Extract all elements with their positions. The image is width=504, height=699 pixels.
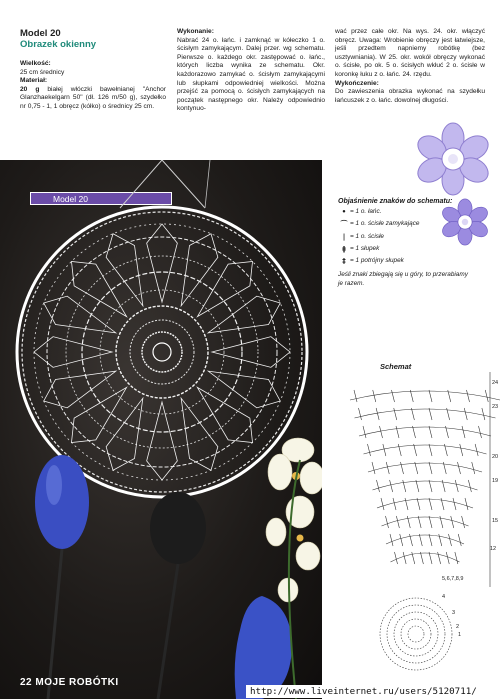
- chart-arc: [359, 427, 491, 436]
- chart-row-number: 19: [492, 478, 499, 484]
- size-label: Wielkość:: [20, 60, 51, 67]
- chart-arc: [364, 445, 487, 454]
- chart-stitch: [401, 462, 404, 474]
- chart-row-number: 12: [490, 546, 497, 552]
- execution-text-part-1: Nabrać 24 o. łańc. i zamknąć w kółeczko 1 o. ścisłym zamykającym. Dalej przer. wg schematu. Pierwsze o. każdego okr. zastępować o. łańc., których liczba wynika ze schematu. Okr. każdorazowo zamykać o. ścisłym zamykającymi lub słupkami odpowiedniej wielkości. Można przejść za pomocą o. ścisłych zamykających na początek następnego okr. Należy odpowiednio kontynuo-: [177, 36, 325, 113]
- chart-stitch: [429, 534, 432, 546]
- single-crochet-icon: |: [342, 232, 346, 241]
- model-title: Model 20: [20, 28, 61, 39]
- material-amount: 20 g: [20, 85, 40, 93]
- chart-row-number: 20: [492, 454, 499, 460]
- legend-text: = 1 słupek: [350, 244, 380, 252]
- chart-row-number: 5,6,7,8,9: [442, 576, 464, 582]
- chart-stitch: [462, 516, 465, 528]
- legend-item: [338, 208, 468, 216]
- pineapple-motif: [208, 296, 280, 333]
- chart-stitch: [420, 552, 423, 564]
- chart-arc: [382, 517, 469, 526]
- chart-stitch: [386, 462, 389, 474]
- execution-text-part-2: wać przez całe okr. Na wys. 24. okr. włączyć obręcz. Uwaga: Wrobienie obręczy jest łatwiejsze, jeśli przedtem napniemy robótkę (bez usztywniania). W 25. okr. wokół obręczy wykonać o. ścisłe, po ok. 5 o. ścisłych wkłuć 2 o. ścisłe w koronkę łuku z o. łańc. 24. rzędu.: [335, 28, 485, 78]
- chart-row-number: 24: [492, 380, 499, 386]
- chart-stitch: [464, 408, 467, 420]
- legend-text: = 1 o. ścisłe: [350, 232, 384, 240]
- chart-stitch: [429, 390, 432, 402]
- chart-stitch: [429, 444, 432, 456]
- chart-stitch: [458, 462, 461, 474]
- legend-title: Objaśnienie znaków do schematu:: [338, 198, 453, 205]
- legend-item: [338, 245, 468, 253]
- chart-row-number: 15: [492, 518, 499, 524]
- chart-stitch: [440, 516, 443, 528]
- chart-stitch: [458, 534, 461, 546]
- triple-treble-icon: ‡: [342, 257, 346, 266]
- chart-stitch: [392, 390, 395, 402]
- pineapple-motif: [106, 398, 143, 470]
- crochet-chart: [330, 372, 504, 684]
- chart-stitch: [403, 480, 406, 492]
- chart-stitch: [429, 462, 432, 474]
- chart-arc: [391, 553, 460, 562]
- chart-stitch: [394, 408, 397, 420]
- chart-arc: [386, 535, 464, 544]
- chart-stitch: [419, 534, 422, 546]
- chart-stitch: [455, 552, 458, 564]
- article-column-1: [20, 28, 166, 112]
- chart-arc: [350, 391, 500, 400]
- chart-stitch: [439, 534, 442, 546]
- chart-stitch: [467, 390, 470, 402]
- photo-model-tag: Model 20: [30, 192, 172, 205]
- chart-stitch: [354, 390, 357, 402]
- chart-row-number: 4: [442, 594, 446, 600]
- chart-stitch: [383, 444, 386, 456]
- chart-ring: [394, 612, 438, 656]
- chart-row-number: 3: [452, 610, 456, 616]
- chart-stitch: [438, 552, 441, 564]
- chart-stitch: [462, 426, 465, 438]
- model-subtitle: Obrazek okienny: [20, 39, 97, 50]
- chart-stitch: [380, 426, 383, 438]
- finishing-label: Wykończenie:: [335, 79, 379, 87]
- chart-stitch: [372, 462, 375, 474]
- article-column-2: [177, 28, 325, 114]
- chart-stitch: [405, 498, 408, 510]
- chart-stitch: [410, 390, 413, 402]
- chart-stitch: [442, 480, 445, 492]
- article-column-3: [335, 28, 485, 105]
- chart-stitch: [368, 444, 371, 456]
- chart-stitch: [381, 498, 384, 510]
- chart-stitch: [373, 390, 376, 402]
- chart-stitch: [398, 444, 401, 456]
- slip-stitch-icon: ⌒: [340, 220, 348, 229]
- legend-note: Jeśli znaki zbiegają się u góry, to przerabiamy je razem.: [338, 271, 468, 287]
- pineapple-motif: [106, 234, 143, 306]
- chart-arc: [355, 409, 496, 418]
- chart-ring: [401, 619, 431, 649]
- chart-stitch: [416, 480, 419, 492]
- magazine-name: MOJE ROBÓTKI: [35, 677, 119, 688]
- chart-stitch: [482, 408, 485, 420]
- chart-arc: [373, 481, 478, 490]
- chart-stitch: [359, 408, 362, 420]
- chart-stitch: [403, 552, 406, 564]
- chart-stitch: [465, 498, 468, 510]
- chart-stitch: [485, 390, 488, 402]
- pineapple-motif: [181, 398, 218, 470]
- chart-stitch: [441, 498, 444, 510]
- legend-item: [338, 233, 468, 241]
- chart-stitch: [429, 498, 432, 510]
- double-crochet-icon: ǂ: [342, 244, 346, 253]
- chart-stitch: [417, 498, 420, 510]
- chart-stitch: [376, 408, 379, 420]
- chart-row-number: 23: [492, 404, 499, 410]
- chart-ring: [380, 598, 452, 670]
- chart-stitch: [472, 462, 475, 474]
- page-footer: [20, 677, 119, 688]
- chart-stitch: [429, 552, 432, 564]
- chart-stitch: [479, 426, 482, 438]
- chart-stitch: [396, 516, 399, 528]
- doily-illustration: [0, 160, 322, 699]
- chart-stitch: [451, 516, 454, 528]
- chart-stitch: [377, 480, 380, 492]
- legend-item: [338, 220, 468, 228]
- material-text: [20, 86, 166, 112]
- chart-row-number: 2: [456, 624, 460, 630]
- chart-stitch: [400, 534, 403, 546]
- chart-stitch: [390, 534, 393, 546]
- chart-ring: [387, 605, 445, 663]
- chart-stitch: [453, 498, 456, 510]
- page-number: 22: [20, 677, 33, 688]
- chart-stitch: [429, 426, 432, 438]
- chart-arc: [377, 499, 473, 508]
- chart-ring: [408, 626, 424, 642]
- legend-text: = 1 o. łańc.: [350, 208, 382, 215]
- pineapple-motif: [44, 296, 116, 333]
- chart-stitch: [415, 462, 418, 474]
- chart-stitch: [393, 498, 396, 510]
- chart-stitch: [460, 444, 463, 456]
- chart-stitch: [418, 516, 421, 528]
- watermark-url: http://www.liveinternet.ru/users/5120711/: [246, 685, 504, 698]
- material-label: Materiał:: [20, 77, 48, 85]
- chart-stitch: [468, 480, 471, 492]
- chart-stitch: [429, 408, 432, 420]
- chart-stitch: [386, 516, 389, 528]
- schema-title: Schemat: [380, 362, 412, 371]
- chart-stitch: [414, 444, 417, 456]
- chart-stitch: [455, 480, 458, 492]
- material-description: białej włóczki bawełnianej "Anchor Glanzhaekelgarn 50" (dł. 126 m/50 g), szydełko nr 0,75 - 1, 1 obręcz (kółko) o średnicy 25 cm.: [20, 85, 166, 110]
- chart-stitch: [396, 426, 399, 438]
- size-value: 25 cm średnicy: [20, 68, 65, 76]
- chart-stitch: [413, 426, 416, 438]
- chart-stitch: [429, 516, 432, 528]
- legend-item: [338, 257, 468, 265]
- chart-row-number: 1: [458, 632, 462, 638]
- chart-stitch: [446, 552, 449, 564]
- execution-label: Wykonanie:: [177, 28, 214, 35]
- chart-arc: [368, 463, 482, 472]
- chart-stitch: [395, 552, 398, 564]
- pineapple-motif: [147, 224, 178, 302]
- pineapple-motif: [71, 261, 126, 316]
- legend-text: = 1 potrójny słupek: [350, 257, 404, 265]
- chart-stitch: [449, 534, 452, 546]
- chain-stitch-icon: •: [341, 208, 347, 216]
- legend: [338, 197, 468, 288]
- legend-text: = 1 o. ścisłe zamykające: [350, 220, 420, 228]
- chart-stitch: [475, 444, 478, 456]
- flower-large-icon: [414, 122, 492, 196]
- finishing-text: Do zawieszenia obrazka wykonać na szydełku łańcuszek z o. łańc. dowolnej długości.: [335, 88, 485, 104]
- chart-stitch: [429, 480, 432, 492]
- chart-stitch: [363, 426, 366, 438]
- chart-stitch: [411, 408, 414, 420]
- pineapple-motif: [34, 337, 112, 368]
- doily-photo: [0, 160, 322, 699]
- chart-stitch: [390, 480, 393, 492]
